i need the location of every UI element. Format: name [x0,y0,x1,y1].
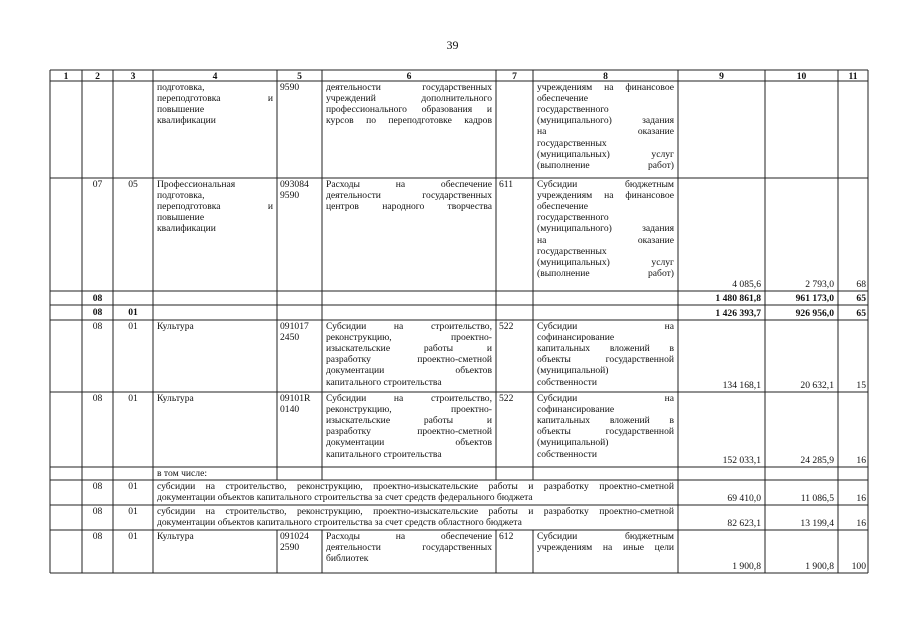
cell-target-code: 9590 [280,190,300,202]
header-col-8: 8 [603,70,608,82]
cell-expense-name-line: учреждениям на финансовое [537,82,674,93]
cell-target-code: 09101R [280,393,311,404]
cell-expense-name-line: государственного [537,104,609,116]
header-col-1: 1 [63,70,69,82]
cell-subsection: 01 [128,481,138,492]
cell-section: 08 [92,506,103,517]
cell-executed-amount: 20 632,1 [800,380,834,392]
cell-expense-name-line: собственности [537,376,598,388]
cell-name-line: квалификации [157,115,216,127]
cell-approved-amount: 134 168,1 [722,380,761,392]
cell-name-line: переподготовка и [157,201,273,213]
cell-subsection: 01 [128,321,138,332]
cell-name-line: повышение [157,104,205,116]
cell-span-line: документации объектов капитального строительства за счет средств областного бюджета [157,517,522,529]
cell-purpose-line: деятельности государственных [326,190,492,202]
cell-executed-amount: 2 793,0 [805,279,834,291]
cell-expense-type: 611 [499,179,514,190]
cell-section: 08 [92,531,103,542]
cell-section: 08 [92,481,103,492]
cell-name-line: подготовка, [157,82,205,93]
cell-purpose-line: Субсидии на строительство, [326,321,492,332]
cell-span-line: субсидии на строительство, реконструкцию, проектно-изыскательские работы и разработку проектно-сметной [157,481,674,492]
cell-expense-name-line: софинансирование [537,404,615,416]
cell-purpose-line: изыскательские работы и [326,343,492,355]
cell-expense-name-line: на оказание [537,234,674,246]
cell-expense-name-line: Субсидии на [537,321,674,332]
cell-expense-name-line: (выполнение работ) [537,267,674,279]
cell-target-code: 2450 [280,332,300,344]
cell-executed-amount: 926 956,0 [795,308,834,320]
cell-expense-name-line: государственных [537,137,607,149]
cell-purpose-line: документации объектов [326,365,492,377]
cell-subsection: 01 [128,531,138,542]
cell-target-code: 091024 [280,531,309,542]
cell-percent: 100 [851,561,866,573]
cell-purpose-line: изыскательские работы и [326,415,492,427]
cell-expense-name-line: (муниципального) задания [537,115,674,127]
cell-executed-amount: 24 285,9 [800,455,834,467]
cell-name-line: в том числе: [157,468,208,479]
cell-section: 08 [92,393,103,404]
cell-expense-name-line: государственных [537,245,607,257]
cell-expense-name-line: учреждениям на иные цели [537,542,674,554]
cell-purpose-line: учреждений дополнительного [326,93,492,105]
header-col-6: 6 [406,70,412,82]
cell-executed-amount: 1 900,8 [805,561,834,573]
cell-expense-name-line: (муниципальной) [537,365,609,377]
cell-target-code: 2590 [280,542,300,554]
cell-expense-name-line: (муниципальных) услуг [537,148,674,160]
cell-section: 08 [92,307,103,318]
cell-expense-name-line: софинансирование [537,332,615,344]
cell-purpose-line: библиотек [326,553,369,565]
cell-section: 08 [92,293,103,304]
cell-span-line: документации объектов капитального строительства за счет средств федерального бюджета [157,492,533,504]
cell-approved-amount: 152 033,1 [722,455,761,467]
cell-purpose-line: капитального строительства [326,376,442,388]
cell-subsection: 01 [128,393,138,404]
header-col-11: 11 [848,70,858,82]
cell-expense-name-line: (выполнение работ) [537,159,674,171]
cell-purpose-line: профессионального образования и [326,104,492,116]
cell-purpose-line: центров народного творчества [326,201,492,213]
cell-percent: 16 [856,493,866,505]
cell-approved-amount: 1 480 861,8 [715,293,761,305]
cell-expense-type: 522 [499,393,514,404]
cell-percent: 68 [856,279,866,291]
cell-target-code: 091017 [280,321,309,332]
cell-expense-name-line: (муниципального) задания [537,223,674,235]
cell-name-line: Культура [157,321,194,332]
cell-name-line: повышение [157,212,205,224]
cell-expense-name-line: Субсидии на [537,393,674,404]
header-col-2: 2 [95,70,100,82]
header-col-4: 4 [212,70,218,82]
cell-name-line: квалификации [157,223,216,235]
cell-expense-type: 522 [499,321,514,332]
cell-percent: 15 [856,380,866,392]
cell-purpose-line: разработку проектно-сметной [326,354,492,366]
cell-span-line: субсидии на строительство, реконструкцию, проектно-изыскательские работы и разработку проектно-сметной [157,506,674,517]
cell-expense-name-line: капитальных вложений в [537,415,674,427]
cell-expense-name-line: (муниципальной) [537,437,609,449]
cell-target-code: 9590 [280,82,300,93]
cell-name-line: подготовка, [157,190,205,202]
cell-expense-type: 612 [499,531,514,542]
cell-expense-name-line: (муниципальных) услуг [537,256,674,268]
header-col-3: 3 [130,70,136,82]
cell-target-code: 0140 [280,404,300,416]
header-col-9: 9 [719,70,724,82]
cell-target-code: 093084 [280,179,309,190]
cell-expense-name-line: объекты государственной [537,354,674,366]
cell-subsection: 01 [128,307,138,318]
cell-name-line: Культура [157,531,194,542]
cell-executed-amount: 13 199,4 [800,518,834,530]
cell-section: 08 [92,321,103,332]
cell-expense-name-line: обеспечение [537,201,589,213]
cell-purpose-line: деятельности государственных [326,542,492,554]
cell-approved-amount: 69 410,0 [727,493,761,505]
cell-name-line: Профессиональная [157,179,236,190]
cell-approved-amount: 4 085,6 [732,279,761,291]
cell-subsection: 01 [128,506,138,517]
cell-approved-amount: 82 623,1 [727,518,761,530]
cell-purpose-line: разработку проектно-сметной [326,426,492,438]
cell-expense-name-line: капитальных вложений в [537,343,674,355]
cell-purpose-line: Расходы на обеспечение [326,531,492,542]
cell-expense-name-line: на оказание [537,126,674,138]
cell-expense-name-line: Субсидии бюджетным [537,531,674,542]
cell-percent: 65 [856,308,866,320]
cell-subsection: 05 [128,179,138,190]
cell-expense-name-line: собственности [537,448,598,460]
cell-expense-name-line: обеспечение [537,93,589,105]
header-col-7: 7 [512,70,517,82]
header-col-5: 5 [297,70,302,82]
cell-percent: 16 [856,455,866,467]
cell-expense-name-line: государственного [537,212,609,224]
cell-approved-amount: 1 900,8 [732,561,761,573]
cell-name-line: переподготовка и [157,93,273,105]
cell-purpose-line: реконструкцию, проектно- [326,404,492,416]
cell-purpose-line: капитального строительства [326,448,442,460]
cell-purpose-line: деятельности государственных [326,82,492,93]
page-number: 39 [446,38,459,52]
header-col-10: 10 [796,70,807,82]
cell-purpose-line: документации объектов [326,437,492,449]
cell-name-line: Культура [157,393,194,404]
cell-purpose-line: Расходы на обеспечение [326,179,492,190]
cell-executed-amount: 11 086,5 [800,493,834,505]
cell-purpose-line: курсов по переподготовке кадров [326,115,492,127]
cell-expense-name-line: объекты государственной [537,426,674,438]
cell-approved-amount: 1 426 393,7 [715,308,761,320]
cell-section: 07 [92,179,103,190]
cell-expense-name-line: Субсидии бюджетным [537,179,674,190]
cell-expense-name-line: учреждениям на финансовое [537,190,674,202]
cell-percent: 65 [856,293,866,305]
cell-percent: 16 [856,518,866,530]
cell-purpose-line: Субсидии на строительство, [326,393,492,404]
cell-purpose-line: реконструкцию, проектно- [326,332,492,344]
cell-executed-amount: 961 173,0 [795,293,834,305]
